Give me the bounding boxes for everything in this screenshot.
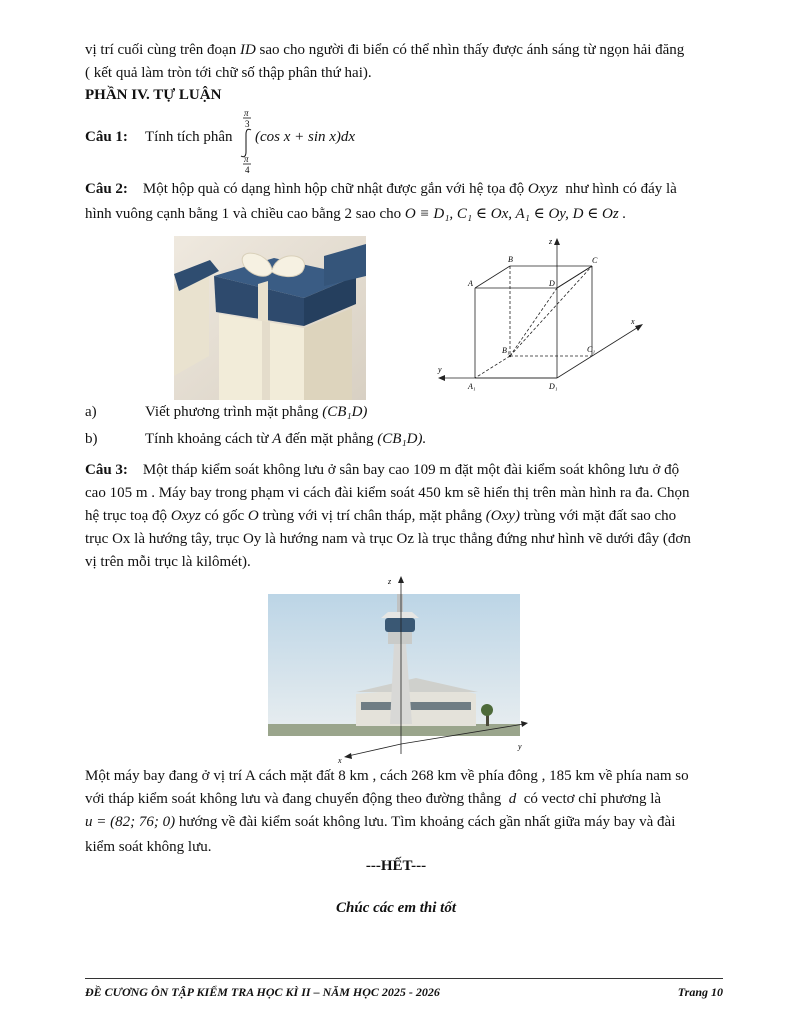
q3-para-1: Một máy bay đang ở vị trí A cách mặt đất 8 km , cách 268 km về phía đông , 185 km về phía nam so <box>85 768 689 784</box>
label-A: A <box>468 279 473 288</box>
footer-divider <box>85 978 723 979</box>
q3-para-2: với tháp kiểm soát không lưu và đang chuyển động theo đường thẳng d có vectơ chỉ phương là <box>85 791 662 807</box>
q2a-text: Viết phương trình mặt phẳng (CB₁D) <box>145 404 368 420</box>
q1-text: Tính tích phân <box>145 129 233 145</box>
y-label: y <box>438 365 442 374</box>
q3-line-1: Câu 3: Một tháp kiểm soát không lưu ở sân bay cao 109 m đặt một đài kiểm soát không lưu ở độ <box>85 462 680 478</box>
tower-x-label: x <box>338 756 342 764</box>
label-C1: C₁ <box>587 345 596 354</box>
q3-line-5: vị trên mỗi trục là kilômét). <box>85 554 251 570</box>
q2a-label: a) <box>85 404 97 420</box>
footer-title: ĐỀ CƯƠNG ÔN TẬP KIỂM TRA HỌC KÌ II – NĂM HỌC 2025 - 2026 <box>85 985 440 999</box>
label-D1: D₁ <box>549 382 558 391</box>
control-tower-figure <box>266 574 536 764</box>
lower-num: π <box>244 154 249 164</box>
q2-line-1: Câu 2: Một hộp quà có dạng hình hộp chữ nhật được gắn với hệ tọa độ Oxyz như hình có đáy là <box>85 181 677 197</box>
q2b-text: Tính khoảng cách từ A đến mặt phẳng (CB₁D). <box>145 431 427 447</box>
label-B1: B₁ <box>502 346 510 355</box>
intro-line-2: ( kết quả làm tròn tới chữ số thập phân thứ hai). <box>85 65 372 81</box>
q3-line-2: cao 105 m . Máy bay trong phạm vi cách đài kiểm soát 450 km sẽ hiển thị trên màn hình ra đa. Chọn <box>85 485 690 501</box>
label-A1: A₁ <box>468 382 476 391</box>
z-label: z <box>549 237 553 246</box>
q2b-label: b) <box>85 431 98 447</box>
tower-y-label: y <box>518 742 522 751</box>
upper-num: π <box>244 108 249 118</box>
upper-den: 3 <box>245 119 250 129</box>
closing-wish: Chúc các em thi tốt <box>336 900 456 916</box>
lower-den: 4 <box>245 165 250 174</box>
section-title: PHẦN IV. TỰ LUẬN <box>85 87 222 103</box>
box-coordinate-diagram <box>432 232 652 400</box>
q3-line-3: hệ trục toạ độ Oxyz có gốc O trùng với vị trí chân tháp, mặt phẳng (Oxy) trùng với mặt đất sao cho <box>85 508 677 524</box>
q2-line-2: hình vuông cạnh bằng 1 và chiều cao bằng 2 sao cho O ≡ D₁, C₁ ∈ Ox, A₁ ∈ Oy, D ∈ Oz . <box>85 206 627 222</box>
tower-x-axis <box>348 744 401 756</box>
q3-para-4: kiểm soát không lưu. <box>85 839 212 855</box>
x-axis <box>557 326 640 378</box>
label-C: C <box>592 256 598 265</box>
x-label: x <box>631 317 635 326</box>
q1-integrand: (cos x + sin x)dx <box>255 129 356 145</box>
q1-label: Câu 1: <box>85 129 128 145</box>
end-marker: ---HẾT--- <box>365 858 427 874</box>
q3-para-3: u = (82; 76; 0) hướng về đài kiểm soát không lưu. Tìm khoảng cách gần nhất giữa máy bay và đài <box>85 814 676 830</box>
label-B: B <box>508 255 513 264</box>
page-number: Trang 10 <box>677 985 723 999</box>
intro-line-1: vị trí cuối cùng trên đoạn ID sao cho người đi biển có thể nhìn thấy được ánh sáng từ ngọn hải đăng <box>85 42 685 58</box>
q3-line-4: trục Ox là hướng tây, trục Oy là hướng nam và trục Oz là trục thẳng đứng như hình vẽ dưới đây (đơn <box>85 531 691 547</box>
gift-box-photo <box>174 236 366 400</box>
label-D: D <box>549 279 555 288</box>
tower-z-label: z <box>388 577 392 586</box>
